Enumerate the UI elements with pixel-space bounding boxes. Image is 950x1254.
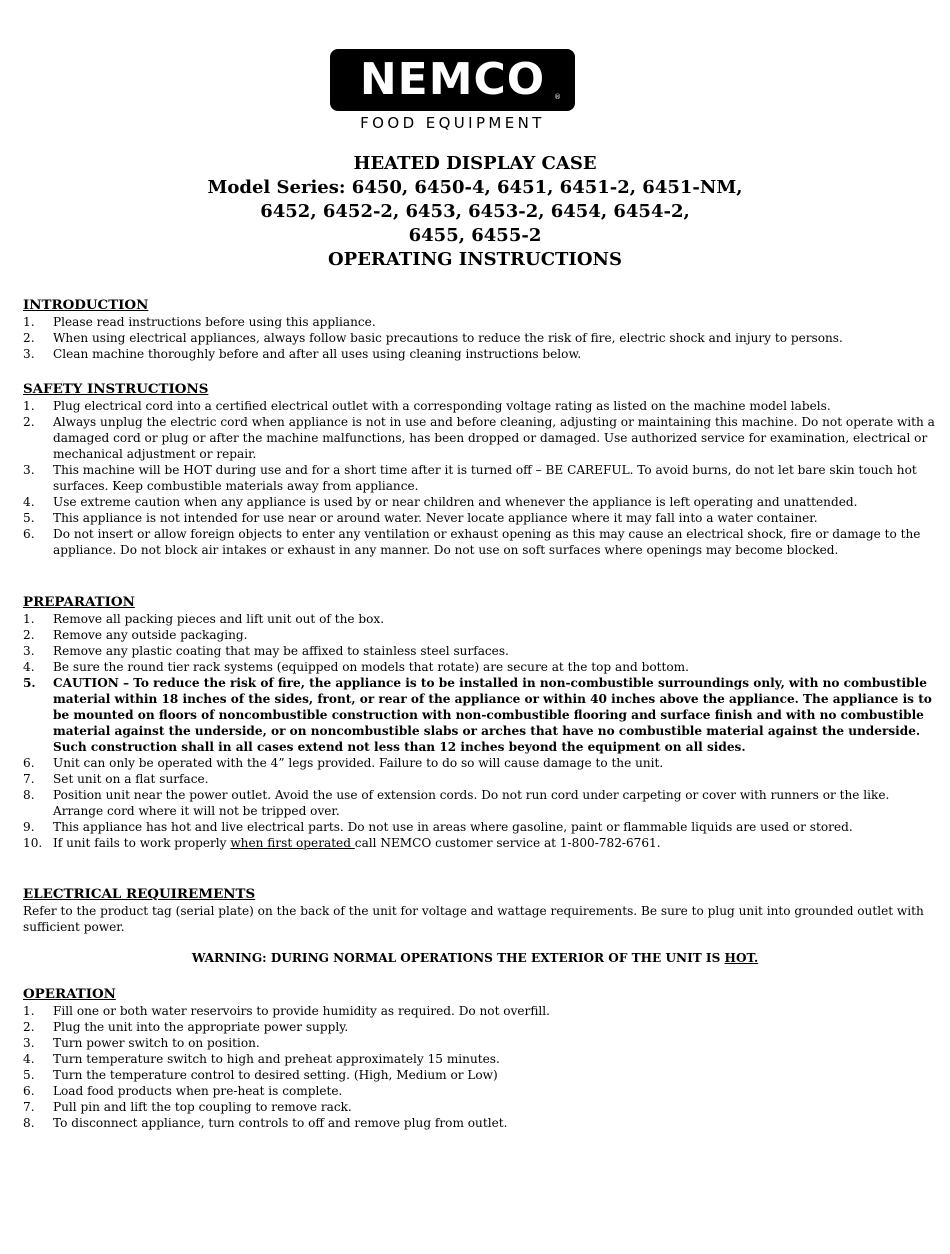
list-item: 7. Set unit on a flat surface. xyxy=(23,772,209,786)
list-item: 1. Remove all packing pieces and lift unit out of the box. xyxy=(23,612,385,626)
title-line-2: Model Series: 6450, 6450-4, 6451, 6451-2, 6451-NM, xyxy=(207,177,743,198)
list-item: 4. Be sure the round tier rack systems (equipped on models that rotate) are secure at the top and bottom. xyxy=(23,660,689,674)
list-item: 5. Turn the temperature control to desired setting. (High, Medium or Low) xyxy=(23,1068,498,1082)
list-item: 3. Remove any plastic coating that may be affixed to stainless steel surfaces. xyxy=(23,644,509,658)
title-line-1: HEATED DISPLAY CASE xyxy=(353,153,597,174)
list-item: 1. Plug electrical cord into a certified electrical outlet with a corresponding voltage rating as listed on the machine model labels. xyxy=(23,399,831,413)
electrical-section xyxy=(23,886,935,935)
logo-badge xyxy=(330,49,575,111)
list-item: 8. To disconnect appliance, turn controls to off and remove plug from outlet. xyxy=(23,1116,508,1130)
introduction-section xyxy=(23,297,935,362)
list-item: 7. Pull pin and lift the top coupling to remove rack. xyxy=(23,1100,352,1114)
list-item: 6. Unit can only be operated with the 4” legs provided. Failure to do so will cause damage to the unit. xyxy=(23,756,664,770)
logo-brand: NEMCO xyxy=(359,54,546,105)
list-item: 2. Plug the unit into the appropriate power supply. xyxy=(23,1020,349,1034)
list-item: 2. Remove any outside packaging. xyxy=(23,628,248,642)
list-item: 2. Always unplug the electric cord when appliance is not in use and before cleaning, adjusting or maintaining this machine. Do not operate with a damaged cord or plug or after the machine malfunctions, has been dropped or damaged. Use authorized service for examination, electrical or mechanical adjustment or repair. xyxy=(23,415,935,461)
list-item: 1. Fill one or both water reservoirs to provide humidity as required. Do not overfill. xyxy=(23,1004,550,1018)
introduction-heading: INTRODUCTION xyxy=(23,297,149,313)
list-item: 3. This machine will be HOT during use and for a short time after it is turned off – BE CAREFUL. To avoid burns, do not let bare skin touch hot surfaces. Keep combustible materials away from appliance. xyxy=(23,463,917,493)
list-item: 3. Clean machine thoroughly before and after all uses using cleaning instructions below. xyxy=(23,347,582,361)
list-item: 4. Use extreme caution when any appliance is used by or near children and whenever the appliance is left operating and unattended. xyxy=(23,495,858,509)
operation-section xyxy=(23,986,935,1131)
nemco-logo xyxy=(330,49,575,132)
list-item: 1. Please read instructions before using this appliance. xyxy=(23,315,376,329)
caution-item: 5. CAUTION – To reduce the risk of fire, the appliance is to be installed in non-combustible surroundings only, with no combustible material within 18 inches of the sides, front, or rear of the appliance or within 40 inches above the appliance. The appliance is to be mounted on floors of noncombustible construction with non-combustible flooring and surface finish and with no combustible material against the underside, or on noncombustible slabs or arches that have no combustible material against the underside. Such construction shall in all cases extend not less than 12 inches beyond the equipment on all sides. xyxy=(23,676,932,754)
list-item: 2. When using electrical appliances, always follow basic precautions to reduce the risk of fire, electric shock and injury to persons. xyxy=(23,331,843,345)
preparation-section xyxy=(23,594,935,851)
warning-notice: WARNING: DURING NORMAL OPERATIONS THE EXTERIOR OF THE UNIT IS HOT. xyxy=(191,951,759,965)
title-line-4: 6455, 6455-2 xyxy=(408,225,542,246)
electrical-heading: ELECTRICAL REQUIREMENTS xyxy=(23,886,256,902)
list-item: 5. This appliance is not intended for use near or around water. Never locate appliance where it may fall into a water container. xyxy=(23,511,818,525)
safety-heading: SAFETY INSTRUCTIONS xyxy=(23,381,209,397)
title-line-3: 6452, 6452-2, 6453, 6453-2, 6454, 6454-2, xyxy=(260,201,690,222)
list-item: 6. Do not insert or allow foreign objects to enter any ventilation or exhaust opening as this may cause an electrical shock, fire or damage to the appliance. Do not block air intakes or exhaust in any manner. Do not use on soft surfaces where openings may become blocked. xyxy=(23,527,921,557)
list-item: 3. Turn power switch to on position. xyxy=(23,1036,260,1050)
logo-tagline: FOOD EQUIPMENT xyxy=(360,114,545,132)
electrical-text: Refer to the product tag (serial plate) on the back of the unit for voltage and wattage requirements. Be sure to plug unit into grounded outlet with sufficient power. xyxy=(23,904,924,934)
title-line-5: OPERATING INSTRUCTIONS xyxy=(328,249,622,270)
list-item: 10. If unit fails to work properly when first operated call NEMCO customer service at 1-800-782-6761. xyxy=(23,836,661,850)
list-item: 4. Turn temperature switch to high and preheat approximately 15 minutes. xyxy=(23,1052,500,1066)
list-item: 9. This appliance has hot and live electrical parts. Do not use in areas where gasoline, paint or flammable liquids are used or stored. xyxy=(23,820,853,834)
list-item: 8. Position unit near the power outlet. Avoid the use of extension cords. Do not run cord under carpeting or cover with runners or the like. Arrange cord where it will not be tripped over. xyxy=(23,788,890,818)
list-item: 6. Load food products when pre-heat is complete. xyxy=(23,1084,343,1098)
safety-section xyxy=(23,381,935,558)
document-title xyxy=(0,152,950,272)
registered-mark: ® xyxy=(554,93,561,101)
operation-heading: OPERATION xyxy=(23,986,116,1002)
preparation-heading: PREPARATION xyxy=(23,594,135,610)
